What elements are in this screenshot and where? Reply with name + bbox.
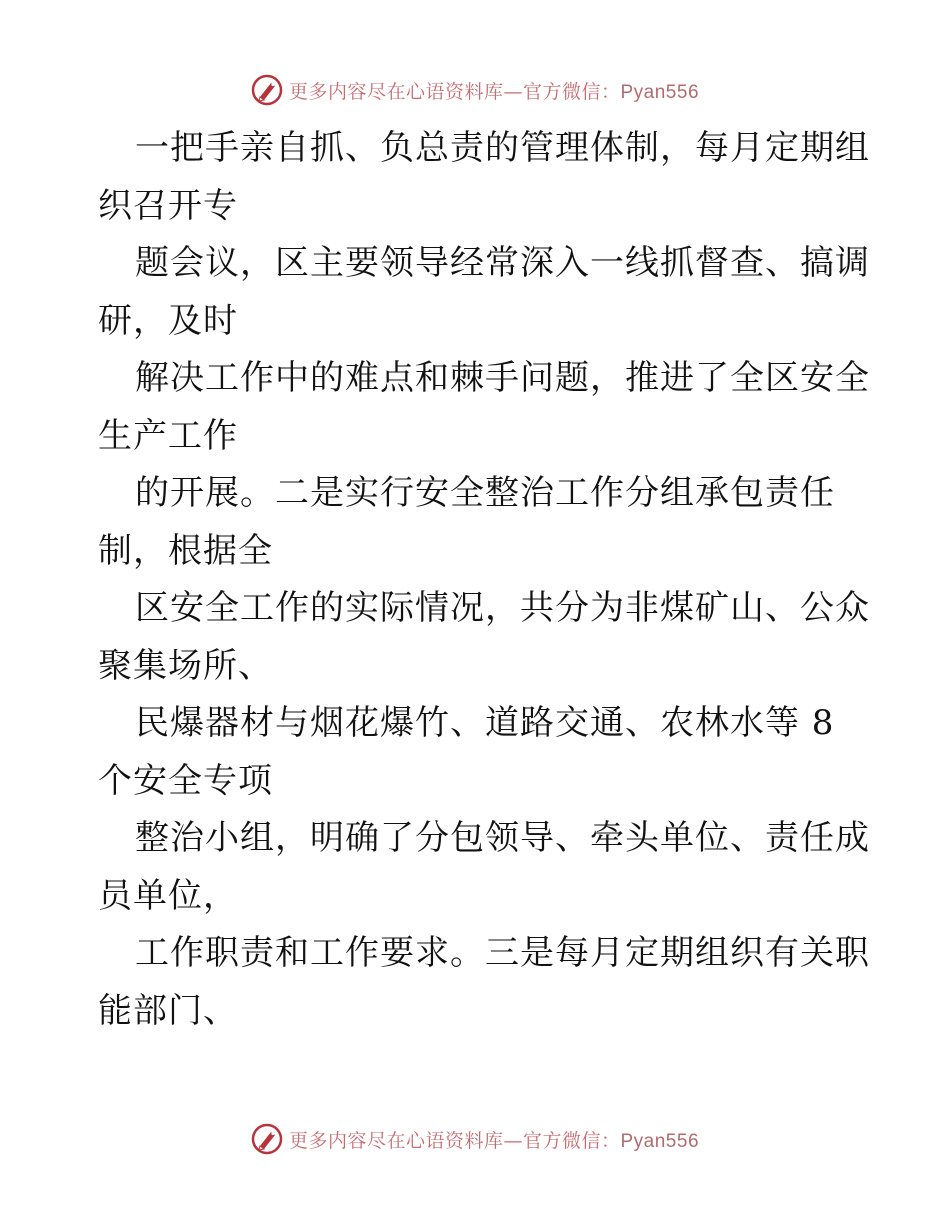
text-line: 员单位，	[98, 875, 238, 916]
text-line: 织召开专	[98, 185, 238, 226]
pen-logo-icon	[251, 74, 283, 106]
header-banner-cn: 更多内容尽在心语资料库—官方微信：	[288, 80, 621, 103]
footer-banner-id: Pyan556	[620, 1130, 700, 1152]
text-line: 聚集场所、	[98, 645, 273, 686]
footer-banner-cn: 更多内容尽在心语资料库—官方微信：	[288, 1129, 621, 1152]
pen-logo-icon	[251, 1123, 283, 1155]
text-line: 能部门、	[98, 990, 238, 1031]
header-banner	[0, 72, 950, 108]
text-line: 题会议，区主要领导经常深入一线抓督查、搞调	[135, 243, 870, 283]
footer-banner	[0, 1121, 950, 1157]
text-line: 研，及时	[98, 300, 238, 341]
footer-banner-text	[289, 1126, 699, 1153]
text-line: 工作职责和工作要求。三是每月定期组织有关职	[135, 933, 870, 973]
text-line: 区安全工作的实际情况，共分为非煤矿山、公众	[135, 588, 870, 628]
text-line: 整治小组，明确了分包领导、牵头单位、责任成	[135, 818, 870, 858]
text-line: 生产工作	[98, 415, 238, 456]
header-banner-text	[289, 77, 699, 104]
text-line: 制，根据全	[98, 530, 273, 571]
document-body	[98, 120, 870, 1040]
text-line: 个安全专项	[98, 760, 273, 801]
text-line: 的开展。二是实行安全整治工作分组承包责任	[135, 473, 835, 513]
text-line: 解决工作中的难点和棘手问题，推进了全区安全	[135, 358, 870, 398]
text-line: 一把手亲自抓、负总责的管理体制，每月定期组	[135, 128, 870, 168]
header-banner-id: Pyan556	[620, 81, 700, 103]
text-line: 民爆器材与烟花爆竹、道路交通、农林水等 8	[135, 703, 835, 743]
